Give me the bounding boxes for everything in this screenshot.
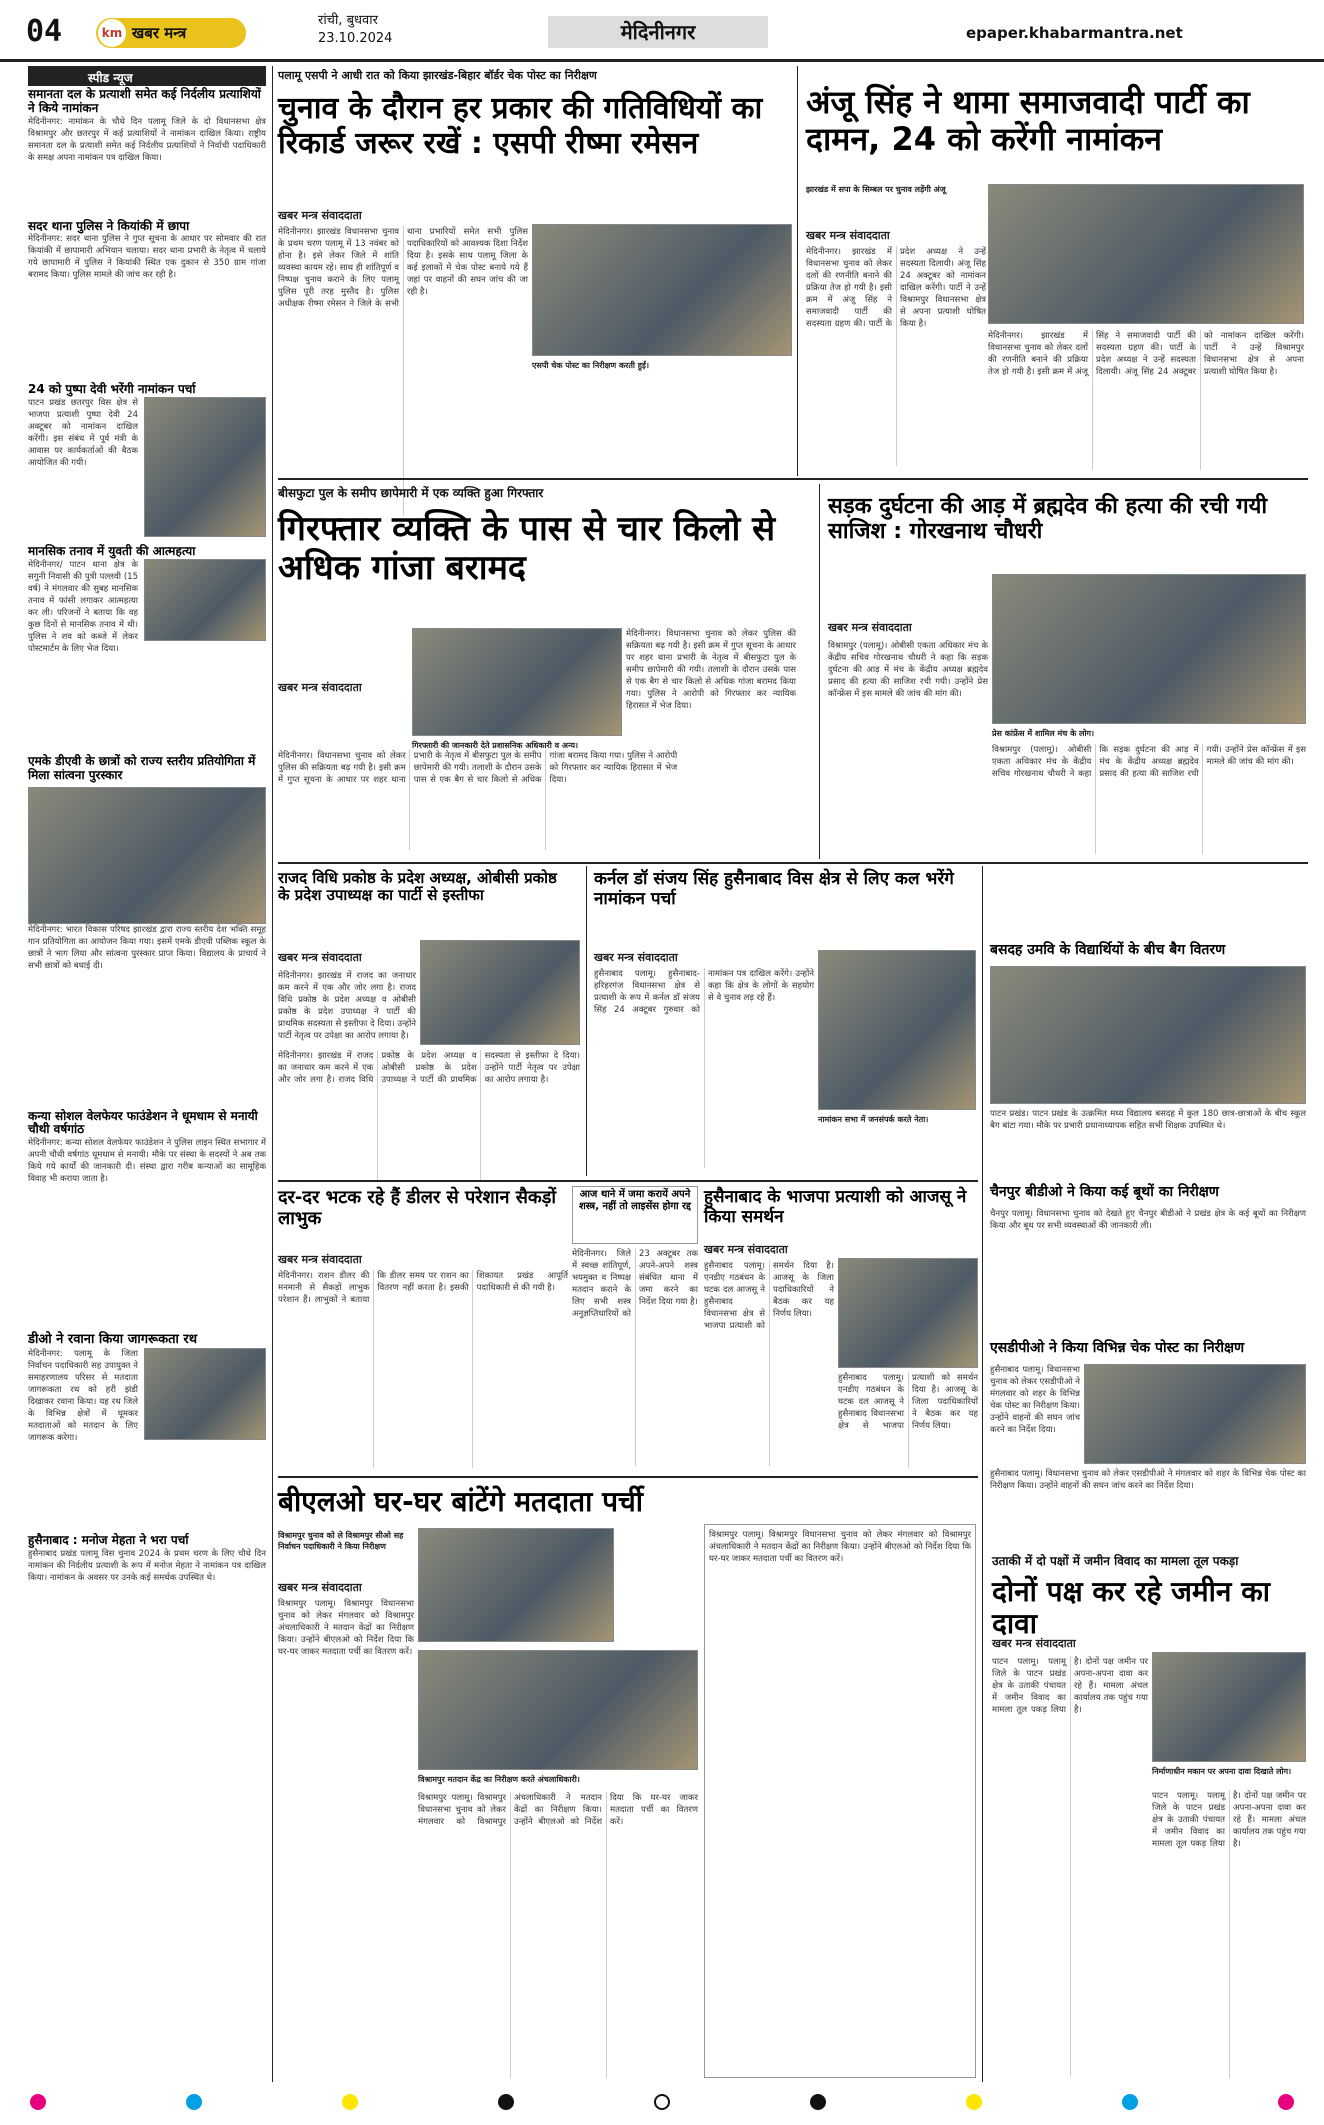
story-kicker: बीसफुटा पुल के समीप छापेमारी में एक व्यक्ति हुआ गिरफ्तार bbox=[278, 486, 544, 500]
story-body: विश्रामपुर पलामू। विश्रामपुर विधानसभा चुनाव को लेकर मंगलवार को विश्रामपुर अंचलाधिकारी ने मतदान केंद्रों का निरीक्षण किया। उन्होंने बीएलओ को निर्देश दिया कि घर-घर जाकर मतदाता पर्ची का वितरण करें। bbox=[709, 1530, 971, 1564]
story-body: मेदिनीनगर। झारखंड में विधानसभा चुनाव को लेकर दलों की रणनीति बनाने की प्रक्रिया तेज हो गयी है। इसी क्रम में अंजू सिंह ने समाजवादी पार्टी की सदस्यता ग्रहण की। पार्टी के प्रदेश अध्यक्ष ने उन्हें सदस्यता दिलायी। अंजू सिंह 24 अक्टूबर को नामांकन दाखिल करेंगी। पार्टी ने उन्हें विश्रामपुर विधानसभा क्षेत्र से अपना प्रत्याशी घोषित किया है। bbox=[806, 247, 986, 329]
registration-dot bbox=[810, 2094, 826, 2110]
photo-caption: प्रेस कांफ्रेंस में शामिल मंच के लोग। bbox=[992, 729, 1095, 738]
registration-dot bbox=[30, 2094, 46, 2110]
registration-dot bbox=[966, 2094, 982, 2110]
story-byline: खबर मन्त्र संवाददाता bbox=[828, 621, 912, 634]
registration-dot bbox=[186, 2094, 202, 2110]
crosshair-icon bbox=[654, 2094, 670, 2110]
photo bbox=[28, 787, 266, 924]
brief-text: मेदिनीनगर: कन्या सोशल वेलफेयर फाउंडेशन ने पुलिस लाइन स्थित सभागार में अपनी चौथी वर्षगांठ धूमधाम से मनायी। मौके पर संस्था के सदस्यों ने अब तक किये गये कार्यों की जानकारी दी। संस्था द्वारा गरीब कन्याओं का सामूहिक विवाह भी कराया जाता है। bbox=[28, 1138, 266, 1185]
brand-mark-icon: km bbox=[98, 19, 126, 47]
place-day: रांची, बुधवार bbox=[318, 13, 378, 28]
story-body: मेदिनीनगर। विधानसभा चुनाव को लेकर पुलिस की सक्रियता बढ़ गयी है। इसी क्रम में गुप्त सूचना के आधार पर शहर थाना प्रभारी के नेतृत्व में बीसफुटा पुल के समीप छापेमारी की गयी। तलाशी के दौरान उसके पास से एक बैग से चार किलो से अधिक गांजा बरामद किया गया। पुलिस ने आरोपी को गिरफ्तार कर न्यायिक हिरासत में भेज दिया। bbox=[278, 751, 678, 785]
story-body: मेदिनीनगर। राशन डीलर की मनमानी से सैकड़ों लाभुक परेशान हैं। लाभुकों ने बताया कि डीलर समय पर राशन का वितरण नहीं करता है। इसकी शिकायत प्रखंड आपूर्ति पदाधिकारी से की गयी है। bbox=[278, 1271, 568, 1305]
story-kicker: झारखंड में सपा के सिम्बल पर चुनाव लड़ेंगी अंजू bbox=[806, 185, 946, 194]
column-divider bbox=[819, 484, 820, 859]
speed-news-label: स्पीड न्यूज bbox=[88, 71, 133, 85]
brief-text: मेदिनीनगर: भारत विकास परिषद झारखंड द्वारा राज्य स्तरीय देश भक्ति समूह गान प्रतियोगिता का आयोजन किया गया। इसमें एमके डीएवी पब्लिक स्कूल के छात्रों ने भाग लिया और सांत्वना पुरस्कार प्राप्त किया। विद्यालय के प्राचार्य ने सभी छात्रों को बधाई दी। bbox=[28, 924, 266, 971]
story-byline: खबर मन्त्र संवाददाता bbox=[806, 229, 890, 242]
brand-logo bbox=[96, 18, 246, 48]
story-photo bbox=[418, 1528, 614, 1642]
brief-text: मेदिनीनगर/ पाटन थाना क्षेत्र के सगुनी निवासी की पुत्री पल्लवी (15 वर्ष) ने मंगलवार की सुबह मानसिक तनाव में फांसी लगाकर आत्महत्या कर ली। परिजनों ने बताया कि वह कुछ दिनों से मानसिक तनाव में थी। पुलिस ने शव को कब्जे में लेकर पोस्टमार्टम के लिए भेज दिया। bbox=[28, 559, 138, 654]
brief-headline: कन्या सोशल वेलफेयर फाउंडेशन ने धूमधाम से मनायी चौथी वर्षगांठ bbox=[28, 1108, 258, 1137]
story-body: विश्रामपुर (पलामू)। ओबीसी एकता अधिकार मंच के केंद्रीय सचिव गोरखनाथ चौधरी ने कहा कि सड़क दुर्घटना की आड़ में मंच के केंद्रीय अध्यक्ष ब्रह्मदेव प्रसाद की हत्या की साजिश रची गयी। उन्होंने प्रेस कॉन्फ्रेंस में इस मामले की जांच की मांग की। bbox=[828, 641, 988, 699]
story-headline: बसदह उमवि के विद्यार्थियों के बीच बैग वितरण bbox=[990, 942, 1226, 958]
story-kicker: विश्रामपुर चुनाव को ले विश्रामपुर सीओ सह निर्वाचन पदाधिकारी ने किया निरीक्षण bbox=[278, 1531, 404, 1551]
speed-news-band bbox=[28, 66, 266, 86]
registration-dot bbox=[1278, 2094, 1294, 2110]
brief-text: मेदिनीनगर: सदर थाना पुलिस ने गुप्त सूचना के आधार पर सोमवार की रात कियांकी में छापामारी अभियान चलाया। सदर थाना प्रभारी के नेतृत्व में चलाये गये छापामारी में पुलिस ने कियांकी स्थित एक दुकान से 350 ग्राम गांजा बरामद किया। पुलिस मामले की जांच कर रही है। bbox=[28, 234, 266, 281]
story-byline: खबर मन्त्र संवाददाता bbox=[278, 1581, 362, 1594]
story-headline: अंजू सिंह ने थामा समाजवादी पार्टी का दामन, 24 को करेंगी नामांकन bbox=[806, 83, 1250, 158]
story-body: विश्रामपुर पलामू। विश्रामपुर विधानसभा चुनाव को लेकर मंगलवार को विश्रामपुर अंचलाधिकारी ने मतदान केंद्रों का निरीक्षण किया। उन्होंने बीएलओ को निर्देश दिया कि घर-घर जाकर मतदाता पर्ची का वितरण करें। bbox=[418, 1793, 698, 1827]
story-byline: खबर मन्त्र संवाददाता bbox=[594, 951, 678, 964]
story-body: हुसैनाबाद पलामू। विधानसभा चुनाव को लेकर एसडीपीओ ने मंगलवार को शहर के विभिन्न चेक पोस्ट का निरीक्षण किया। उन्होंने वाहनों की सघन जांच करने का निर्देश दिया। bbox=[990, 1469, 1306, 1491]
story-headline: गिरफ्तार व्यक्ति के पास से चार किलो से अधिक गांजा बरामद bbox=[278, 509, 776, 589]
story-body: मेदिनीनगर। झारखंड में राजद का जनाधार कम करने में एक और जोर लगा है। राजद विधि प्रकोष्ठ के प्रदेश अध्यक्ष व ओबीसी प्रकोष्ठ के प्रदेश उपाध्यक्ष ने पार्टी की प्राथमिक सदस्यता से इस्तीफा दे दिया। उन्होंने पार्टी नेतृत्व पर उपेक्षा का आरोप लगाया है। bbox=[278, 971, 416, 1041]
story-kicker: उताकी में दो पक्षों में जमीन विवाद का मामला तूल पकड़ा bbox=[992, 1554, 1239, 1568]
brief-headline: समानता दल के प्रत्याशी समेत कई निर्दलीय प्रत्याशियों ने किये नामांकन bbox=[28, 87, 261, 115]
story-photo bbox=[532, 224, 792, 356]
photo-caption: विश्रामपुर मतदान केंद्र का निरीक्षण करते अंचलाधिकारी। bbox=[418, 1775, 580, 1784]
photo-caption: निर्माणाधीन मकान पर अपना दावा दिखाते लोग। bbox=[1152, 1767, 1292, 1776]
column-divider bbox=[272, 66, 273, 2082]
brief-text: पाटन प्रखंड छतरपुर विस क्षेत्र से भाजपा प्रत्याशी पुष्पा देवी 24 अक्टूबर को नामांकन दाखिल करेंगी। इस संबंध में पूर्व मंत्री के आवास पर कार्यकर्ताओं की बैठक आयोजित की गयी। bbox=[28, 398, 138, 469]
dateline bbox=[318, 12, 392, 48]
story-body: मेदिनीनगर। जिले में स्वच्छ शांतिपूर्ण, भयमुक्त व निष्पक्ष मतदान कराने के लिए सभी शस्त्र अनुज्ञप्तिधारियों को 23 अक्टूबर तक अपने-अपने शस्त्र संबंधित थाना में जमा करने का निर्देश दिया गया है। bbox=[572, 1249, 698, 1319]
brief-headline: हुसैनाबाद : मनोज मेहता ने भरा पर्चा bbox=[28, 1533, 189, 1548]
story-body: हुसैनाबाद पलामू। विधानसभा चुनाव को लेकर एसडीपीओ ने मंगलवार को शहर के विभिन्न चेक पोस्ट का निरीक्षण किया। उन्होंने वाहनों की सघन जांच करने का निर्देश दिया। bbox=[990, 1365, 1081, 1435]
story-headline: चैनपुर बीडीओ ने किया कई बूथों का निरीक्षण bbox=[990, 1184, 1219, 1200]
website-link[interactable]: epaper.khabarmantra.net bbox=[966, 24, 1183, 42]
brief-headline: 24 को पुष्पा देवी भरेंगी नामांकन पर्चा bbox=[28, 382, 196, 397]
story-headline: कर्नल डॉ संजय सिंह हुसैनाबाद विस क्षेत्र से लिए कल भरेंगे नामांकन पर्चा bbox=[594, 869, 954, 909]
story-photo bbox=[992, 574, 1306, 724]
column-divider bbox=[586, 866, 587, 1176]
story-headline: सड़क दुर्घटना की आड़ में ब्रह्मदेव की हत्या की रची गयी साजिश : गोरखनाथ चौधरी bbox=[828, 494, 1268, 545]
photo bbox=[144, 559, 266, 641]
story-body: मेदिनीनगर। झारखंड में राजद का जनाधार कम करने में एक और जोर लगा है। राजद विधि प्रकोष्ठ के प्रदेश अध्यक्ष व ओबीसी प्रकोष्ठ के प्रदेश उपाध्यक्ष ने पार्टी की प्राथमिक सदस्यता से इस्तीफा दे दिया। उन्होंने पार्टी नेतृत्व पर उपेक्षा का आरोप लगाया है। bbox=[278, 1051, 580, 1085]
story-photo bbox=[838, 1258, 978, 1368]
registration-dot bbox=[342, 2094, 358, 2110]
story-photo bbox=[988, 184, 1304, 324]
story-body: मेदिनीनगर। झारखंड में विधानसभा चुनाव को लेकर दलों की रणनीति बनाने की प्रक्रिया तेज हो गयी है। इसी क्रम में अंजू सिंह ने समाजवादी पार्टी की सदस्यता ग्रहण की। पार्टी के प्रदेश अध्यक्ष ने उन्हें सदस्यता दिलायी। अंजू सिंह 24 अक्टूबर को नामांकन दाखिल करेंगी। पार्टी ने उन्हें विश्रामपुर विधानसभा क्षेत्र से अपना प्रत्याशी घोषित किया है। bbox=[988, 331, 1304, 377]
story-body: विश्रामपुर पलामू। विश्रामपुर विधानसभा चुनाव को लेकर मंगलवार को विश्रामपुर अंचलाधिकारी ने मतदान केंद्रों का निरीक्षण किया। उन्होंने बीएलओ को निर्देश दिया कि घर-घर जाकर मतदाता पर्ची का वितरण करें। bbox=[278, 1599, 414, 1657]
brief-headline: एमके डीएवी के छात्रों को राज्य स्तरीय प्रतियोगिता में मिला सांत्वना पुरस्कार bbox=[28, 753, 256, 782]
story-photo bbox=[412, 628, 622, 736]
section-rule bbox=[278, 1180, 978, 1182]
color-registration-marks bbox=[30, 2090, 1294, 2114]
story-headline: चुनाव के दौरान हर प्रकार की गतिविधियों का रिकार्ड जरूर रखें : एसपी रीष्मा रमेसन bbox=[278, 91, 763, 161]
story-headline: हुसैनाबाद के भाजपा प्रत्याशी को आजसू ने किया समर्थन bbox=[704, 1187, 967, 1227]
section-rule bbox=[278, 478, 1308, 480]
story-byline: खबर मन्त्र संवाददाता bbox=[278, 1253, 362, 1266]
page-number: 04 bbox=[26, 14, 63, 49]
story-byline: खबर मन्त्र संवाददाता bbox=[992, 1637, 1076, 1650]
story-body: पाटन पलामू। पलामू जिले के पाटन प्रखंड क्षेत्र के उताकी पंचायत में जमीन विवाद का मामला तूल पकड़ लिया है। दोनों पक्ष जमीन पर अपना-अपना दावा कर रहे हैं। मामला अंचल कार्यालय तक पहुंच गया है। bbox=[992, 1657, 1148, 1715]
photo-caption: एसपी चेक पोस्ट का निरीक्षण करती हुईं। bbox=[532, 361, 649, 370]
section-rule bbox=[278, 862, 1308, 864]
column-divider bbox=[797, 66, 798, 476]
story-photo bbox=[420, 940, 580, 1045]
story-body: हुसैनाबाद पलामू। हुसैनाबाद-हरिहरगंज विधानसभा क्षेत्र से प्रत्याशी के रूप में कर्नल डॉ संजय सिंह 24 अक्टूबर गुरुवार को नामांकन पत्र दाखिल करेंगे। उन्होंने कहा कि क्षेत्र के लोगों के सहयोग से वे चुनाव लड़ रहे हैं। bbox=[594, 969, 814, 1015]
city-name: मेदिनीनगर bbox=[548, 16, 768, 48]
story-body: पाटन प्रखंड। पाटन प्रखंड के उत्क्रमित मध्य विद्यालय बसदह में कुल 180 छात्र-छात्राओं के बीच स्कूल बैग बांटा गया। मौके पर प्रभारी प्रधानाध्यापक सहित सभी शिक्षक उपस्थित थे। bbox=[990, 1109, 1306, 1131]
story-headline: एसडीपीओ ने किया विभिन्न चेक पोस्ट का निरीक्षण bbox=[990, 1340, 1245, 1356]
brief-headline: मानसिक तनाव में युवती की आत्महत्या bbox=[28, 544, 196, 559]
date: 23.10.2024 bbox=[318, 31, 393, 46]
brief-headline: डीओ ने रवाना किया जागरूकता रथ bbox=[28, 1332, 198, 1348]
story-byline: खबर मन्त्र संवाददाता bbox=[704, 1243, 788, 1256]
notice-box bbox=[572, 1186, 698, 1244]
story-headline: बीएलओ घर-घर बांटेंगे मतदाता पर्ची bbox=[278, 1485, 644, 1518]
story-kicker: पलामू एसपी ने आधी रात को किया झारखंड-बिहार बॉर्डर चेक पोस्ट का निरीक्षण bbox=[278, 69, 597, 82]
story-body: पाटन पलामू। पलामू जिले के पाटन प्रखंड क्षेत्र के उताकी पंचायत में जमीन विवाद का मामला तूल पकड़ लिया है। दोनों पक्ष जमीन पर अपना-अपना दावा कर रहे हैं। मामला अंचल कार्यालय तक पहुंच गया है। bbox=[1152, 1791, 1306, 1849]
brief-text: हुसैनाबाद प्रखंड पलामू विस चुनाव 2024 के प्रथम चरण के लिए चौथे दिन नामांकन की निर्दलीय प्रत्याशी के रूप में मनोज मेहता ने नामांकन पत्र दाखिल किया। नामांकन के अवसर पर उनके कई समर्थक उपस्थित थे। bbox=[28, 1548, 266, 1583]
notice-headline: आज थाने में जमा करायें अपने शस्त्र, नहीं तो लाइसेंस होगा रद्द bbox=[578, 1189, 691, 1212]
brief-text: मेदिनीनगर: नामांकन के चौथे दिन पलामू जिले के दो विधानसभा क्षेत्र विश्रामपुर और छतरपुर में कई प्रत्याशियों ने नामांकन दाखिल किया। राष्ट्रीय समानता दल के प्रत्याशी समेत कई निर्दलीय प्रत्याशियों ने निर्वाची पदाधिकारी के समक्ष अपना नामांकन पत्र दाखिल किया। bbox=[28, 116, 266, 163]
story-photo bbox=[1152, 1652, 1306, 1762]
story-headline: राजद विधि प्रकोष्ठ के प्रदेश अध्यक्ष, ओबीसी प्रकोष्ठ के प्रदेश उपाध्यक्ष का पार्टी से इस्तीफा bbox=[278, 869, 557, 905]
story-byline: खबर मन्त्र संवाददाता bbox=[278, 209, 362, 222]
story-photo bbox=[418, 1650, 698, 1770]
story-body: मेदिनीनगर। विधानसभा चुनाव को लेकर पुलिस की सक्रियता बढ़ गयी है। इसी क्रम में गुप्त सूचना के आधार पर शहर थाना प्रभारी के नेतृत्व में बीसफुटा पुल के समीप छापेमारी की गयी। तलाशी के दौरान उसके पास से एक बैग से चार किलो से अधिक गांजा बरामद किया गया। पुलिस ने आरोपी को गिरफ्तार कर न्यायिक हिरासत में भेज दिया। bbox=[626, 629, 796, 711]
registration-dot bbox=[1122, 2094, 1138, 2110]
story-body: मेदिनीनगर। झारखंड विधानसभा चुनाव के प्रथम चरण पलामू में 13 नवंबर को होना है। इसे लेकर जिले में शांति व्यवस्था कायम रहे। साथ ही शांतिपूर्ण व निष्पक्ष चुनाव कराने के लिए पलामू पुलिस पूरी तरह मुस्तैद है। पुलिस अधीक्षक रीष्मा रमेसन ने जिले के सभी थाना प्रभारियों समेत सभी पुलिस पदाधिकारियों को आवश्यक दिशा निर्देश दिया है। इसके साथ पलामू जिला के कई इलाकों में चेक पोस्ट बनाये गये हैं जहां पर वाहनों की सघन जांच की जा रही है। bbox=[278, 227, 528, 309]
brand-name: खबर मन्त्र bbox=[132, 24, 187, 42]
story-body: हुसैनाबाद पलामू। एनडीए गठबंधन के घटक दल आजसू ने हुसैनाबाद विधानसभा क्षेत्र से भाजपा प्रत्याशी को समर्थन दिया है। आजसू के जिला पदाधिकारियों ने बैठक कर यह निर्णय लिया। bbox=[838, 1373, 978, 1431]
story-byline: खबर मन्त्र संवाददाता bbox=[278, 951, 362, 964]
story-body: विश्रामपुर (पलामू)। ओबीसी एकता अधिकार मंच के केंद्रीय सचिव गोरखनाथ चौधरी ने कहा कि सड़क दुर्घटना की आड़ में मंच के केंद्रीय अध्यक्ष ब्रह्मदेव प्रसाद की हत्या की साजिश रची गयी। उन्होंने प्रेस कॉन्फ्रेंस में इस मामले की जांच की मांग की। bbox=[992, 745, 1306, 779]
story-body: चैनपुर पलामू। विधानसभा चुनाव को देखते हुए चैनपुर बीडीओ ने प्रखंड क्षेत्र के कई बूथों का निरीक्षण किया और बूथ पर सभी व्यवस्थाओं की जानकारी ली। bbox=[990, 1209, 1306, 1231]
photo-caption: गिरफ्तारी की जानकारी देते प्रशासनिक अधिकारी व अन्य। bbox=[412, 741, 579, 750]
registration-dot bbox=[498, 2094, 514, 2110]
column-divider bbox=[982, 866, 983, 2082]
story-headline: दर-दर भटक रहे हैं डीलर से परेशान सैकड़ों लाभुक bbox=[278, 1187, 556, 1229]
left-column bbox=[28, 88, 266, 2082]
story-photo bbox=[990, 966, 1306, 1104]
story-photo bbox=[818, 950, 976, 1110]
photo-caption: नामांकन सभा में जनसंपर्क करते नेता। bbox=[818, 1115, 929, 1124]
brief-text: मेदिनीनगर: पलामू के जिला निर्वाचन पदाधिकारी सह उपायुक्त ने समाहरणालय परिसर से मतदाता जागरूकता रथ को हरी झंडी दिखाकर रवाना किया। यह रथ जिले के विभिन्न क्षेत्रों में घूमकर मतदाताओं को मतदान के लिए जागरूक करेगा। bbox=[28, 1349, 138, 1444]
photo bbox=[144, 397, 266, 537]
story-photo bbox=[1084, 1364, 1306, 1464]
story-byline: खबर मन्त्र संवाददाता bbox=[278, 681, 362, 694]
brief-headline: सदर थाना पुलिस ने कियांकी में छापा bbox=[28, 218, 190, 233]
story-headline: दोनों पक्ष कर रहे जमीन का दावा bbox=[992, 1575, 1270, 1641]
story-body: हुसैनाबाद पलामू। एनडीए गठबंधन के घटक दल आजसू ने हुसैनाबाद विधानसभा क्षेत्र से भाजपा प्रत्याशी को समर्थन दिया है। आजसू के जिला पदाधिकारियों ने बैठक कर यह निर्णय लिया। bbox=[704, 1261, 834, 1331]
photo bbox=[144, 1348, 266, 1440]
section-rule bbox=[278, 1476, 978, 1478]
sidebar-box bbox=[704, 1524, 976, 2078]
